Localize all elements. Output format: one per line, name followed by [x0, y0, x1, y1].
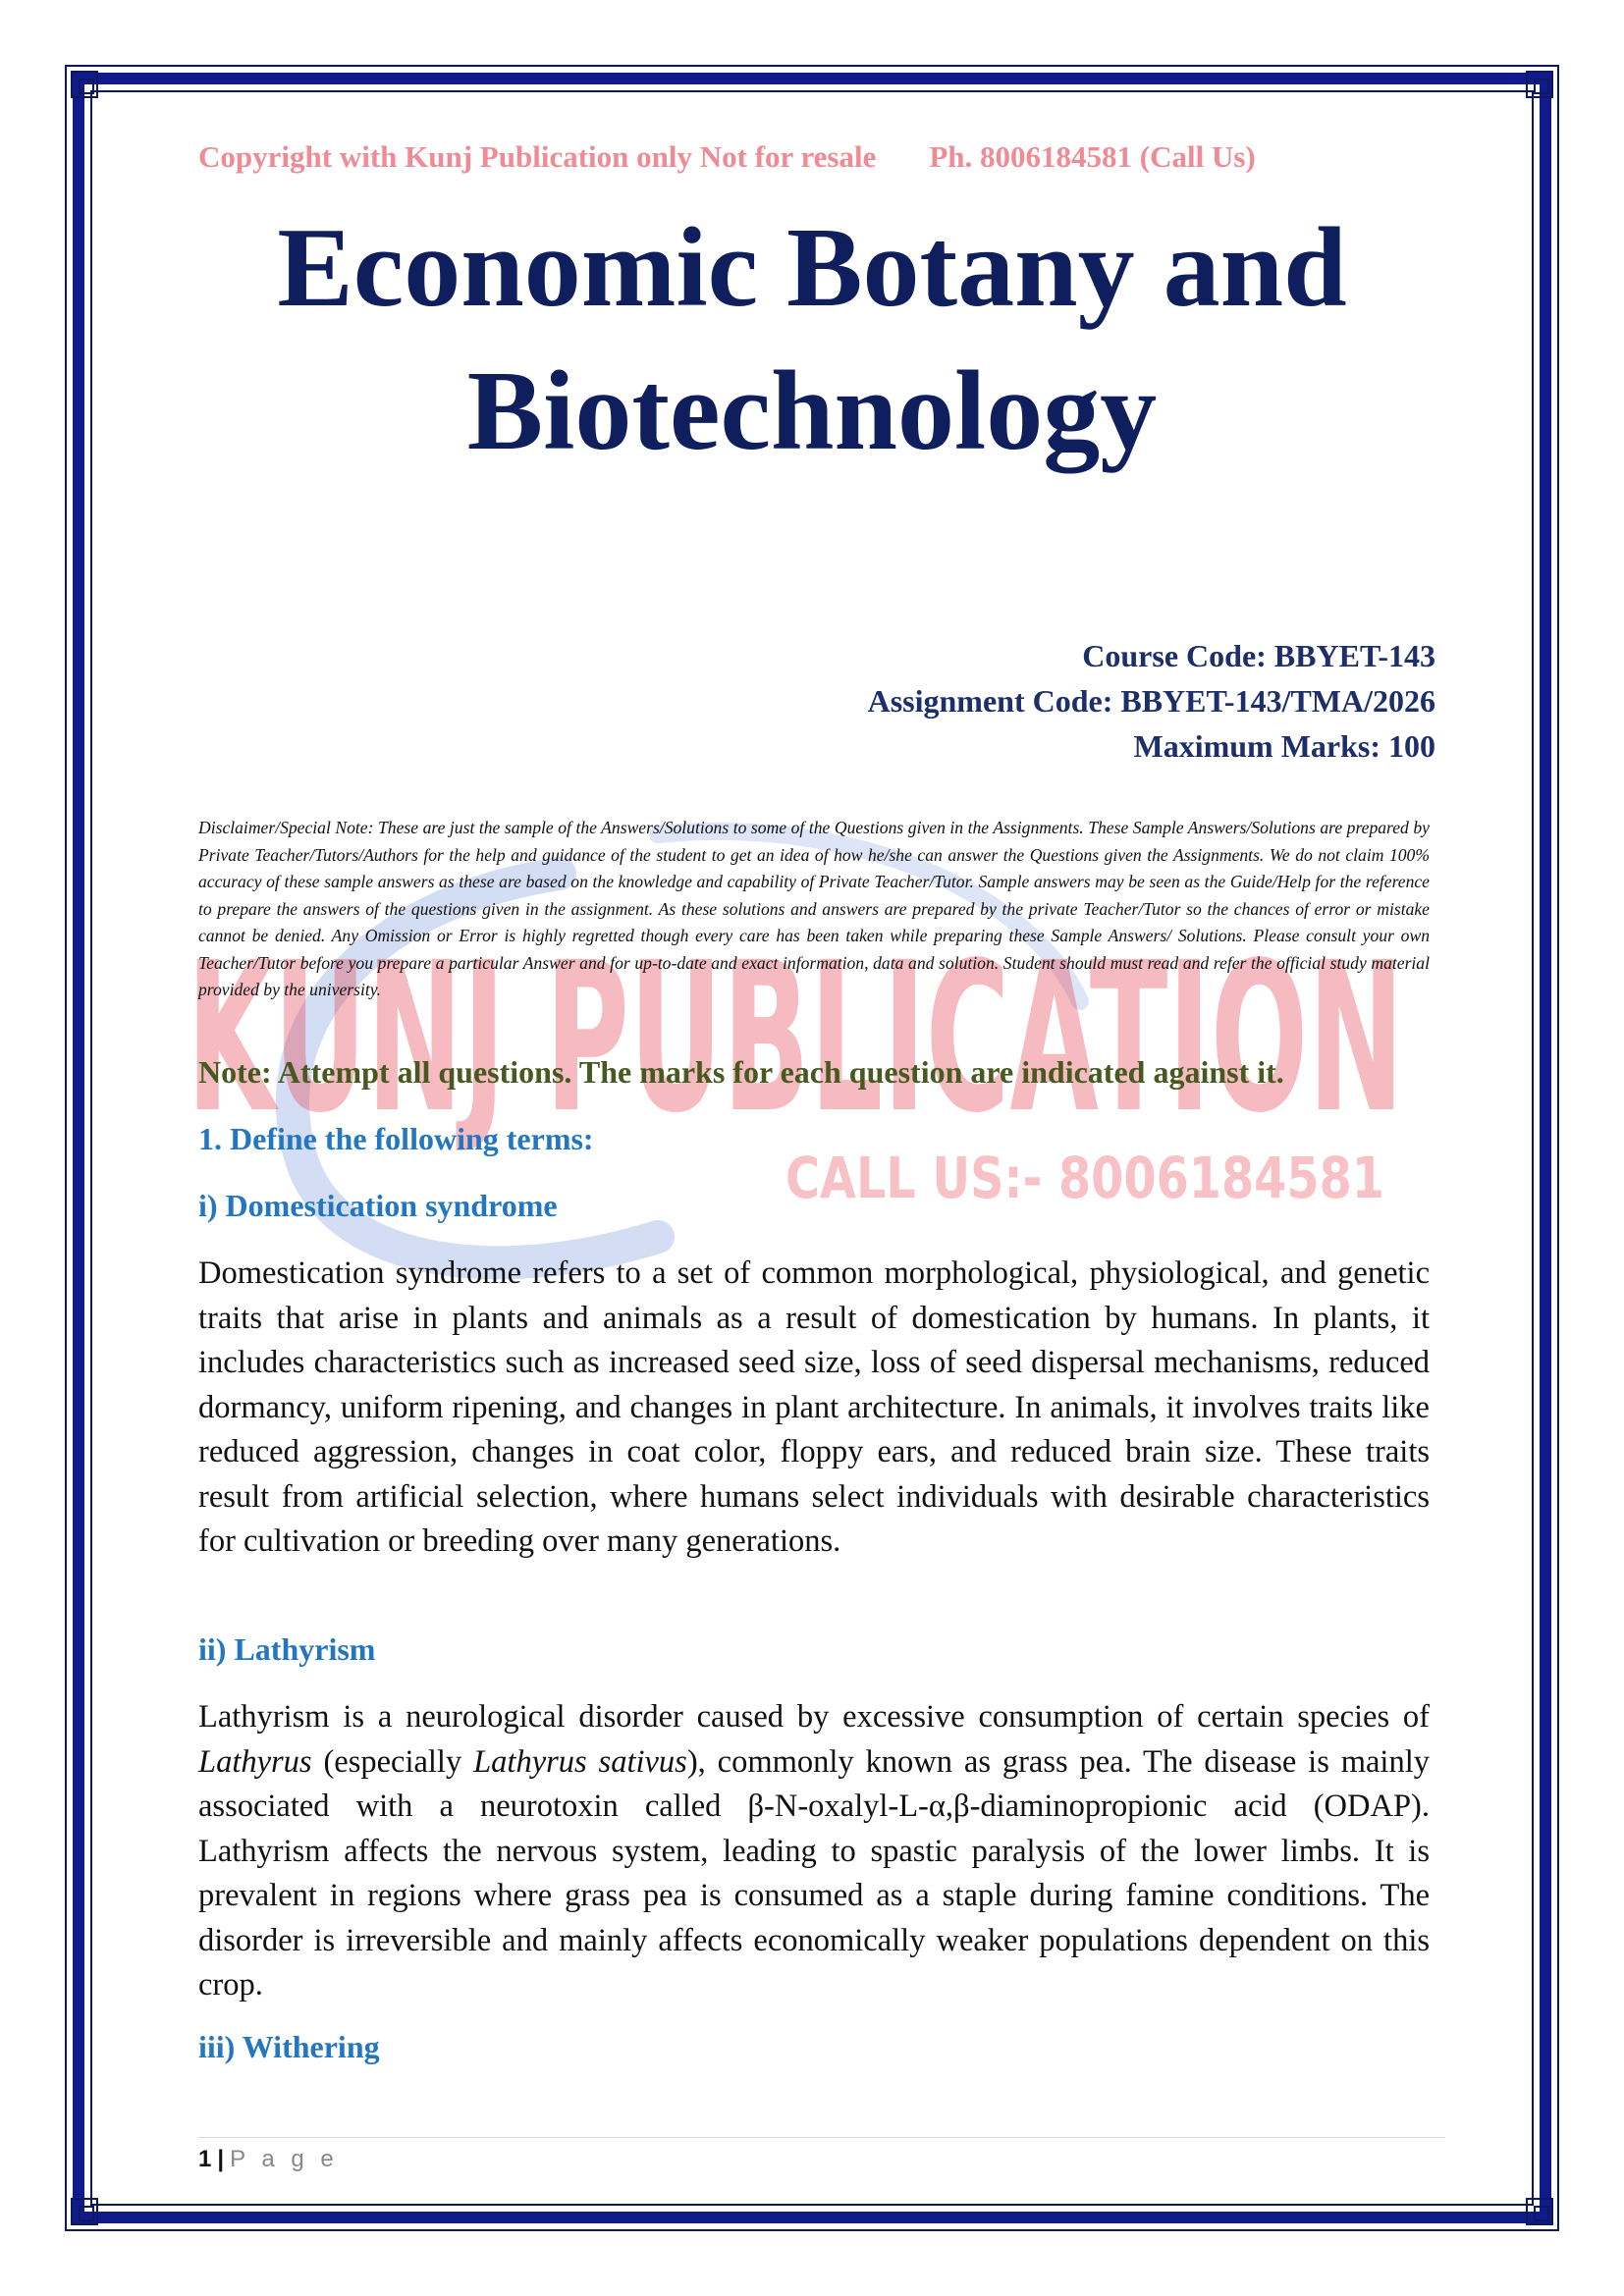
text-run: (especially	[311, 1743, 474, 1780]
corner-ornament-icon	[1526, 2198, 1553, 2225]
title-line-1: Economic Botany and	[277, 205, 1347, 331]
page-label: P a g e	[230, 2146, 339, 2172]
corner-ornament-icon	[71, 2198, 98, 2225]
document-title	[157, 196, 1467, 483]
page-number: 1	[198, 2146, 212, 2172]
copyright-text: Copyright with Kunj Publication only Not for resale	[198, 139, 877, 174]
species-name: Lathyrus sativus	[473, 1743, 687, 1780]
copyright-header	[198, 139, 1426, 175]
text-run: ), commonly known as grass pea. The disease is mainly associated with a neurotoxin called β-N-oxalyl-L-α,β-diaminopropionic acid (ODAP). Lathyrism affects the nervous system, leading to spastic paralysis of the lower limbs. It is prevalent in regions where grass pea is consumed as a staple during famine conditions. The disorder is irreversible and mainly affects economically weaker populations dependent on this crop.	[198, 1743, 1430, 2002]
species-name: Lathyrus	[198, 1743, 312, 1780]
watermark-brand: KUNJ PUBLICATION	[187, 918, 1404, 1158]
phone-text: Ph. 8006184581 (Call Us)	[929, 139, 1256, 174]
course-code: Course Code: BBYET-143	[1082, 638, 1435, 673]
maximum-marks: Maximum Marks: 100	[1133, 728, 1435, 764]
assignment-code: Assignment Code: BBYET-143/TMA/2026	[867, 683, 1435, 719]
title-line-2: Biotechnology	[466, 348, 1158, 474]
section-heading-lathyrism: ii) Lathyrism	[198, 1631, 376, 1667]
footer-separator: |	[217, 2146, 225, 2172]
disclaimer-note: Disclaimer/Special Note: These are just the sample of the Answers/Solutions to some of the Questions given in the Assignments. These Sample Answers/Solutions are prepared by Private Teacher/Tutors/Authors for the help and guidance of the student to get an idea of how he/she can answer the Questions given the Assignments. We do not claim 100% accuracy of these sample answers as these are based on the knowledge and capability of Private Teacher/Tutor. Sample answers may be seen as the Guide/Help for the reference to prepare the answers of the questions given in the assignment. As these solutions and answers are prepared by the private Teacher/Tutor so the chances of error or mistake cannot be denied. Any Omission or Error is highly regretted though every care has been taken while preparing these Sample Answers/ Solutions. Please consult your own Teacher/Tutor before you prepare a particular Answer and for up-to-date and exact information, data and solution. Student should must read and refer the official study material provided by the university.	[198, 818, 1430, 999]
instructions-note: Note: Attempt all questions. The marks for each question are indicated against it.	[198, 1054, 1284, 1090]
course-meta	[868, 633, 1435, 769]
paragraph-lathyrism	[198, 1695, 1430, 2008]
question-1-heading: 1. Define the following terms:	[198, 1121, 594, 1156]
section-heading-withering: iii) Withering	[198, 2029, 380, 2064]
page-footer	[198, 2146, 339, 2173]
paragraph-domestication: Domestication syndrome refers to a set of common morphological, physiological, and genetic traits that arise in plants and animals as a result of domestication by humans. In plants, it includes characteristics such as increased seed size, loss of seed dispersal mechanisms, reduced dormancy, uniform ripening, and changes in plant architecture. In animals, it involves traits like reduced aggression, changes in coat color, floppy ears, and reduced brain size. These traits result from artificial selection, where humans select individuals with desirable characteristics for cultivation or breeding over many generations.	[198, 1255, 1430, 1559]
text-run: Lathyrism is a neurological disorder caused by excessive consumption of certain species of	[198, 1699, 1430, 1735]
watermark-call: CALL US:- 8006184581	[785, 1145, 1384, 1211]
section-heading-domestication: i) Domestication syndrome	[198, 1188, 558, 1223]
corner-ornament-icon	[71, 71, 98, 98]
footer-divider	[198, 2137, 1445, 2138]
corner-ornament-icon	[1526, 71, 1553, 98]
